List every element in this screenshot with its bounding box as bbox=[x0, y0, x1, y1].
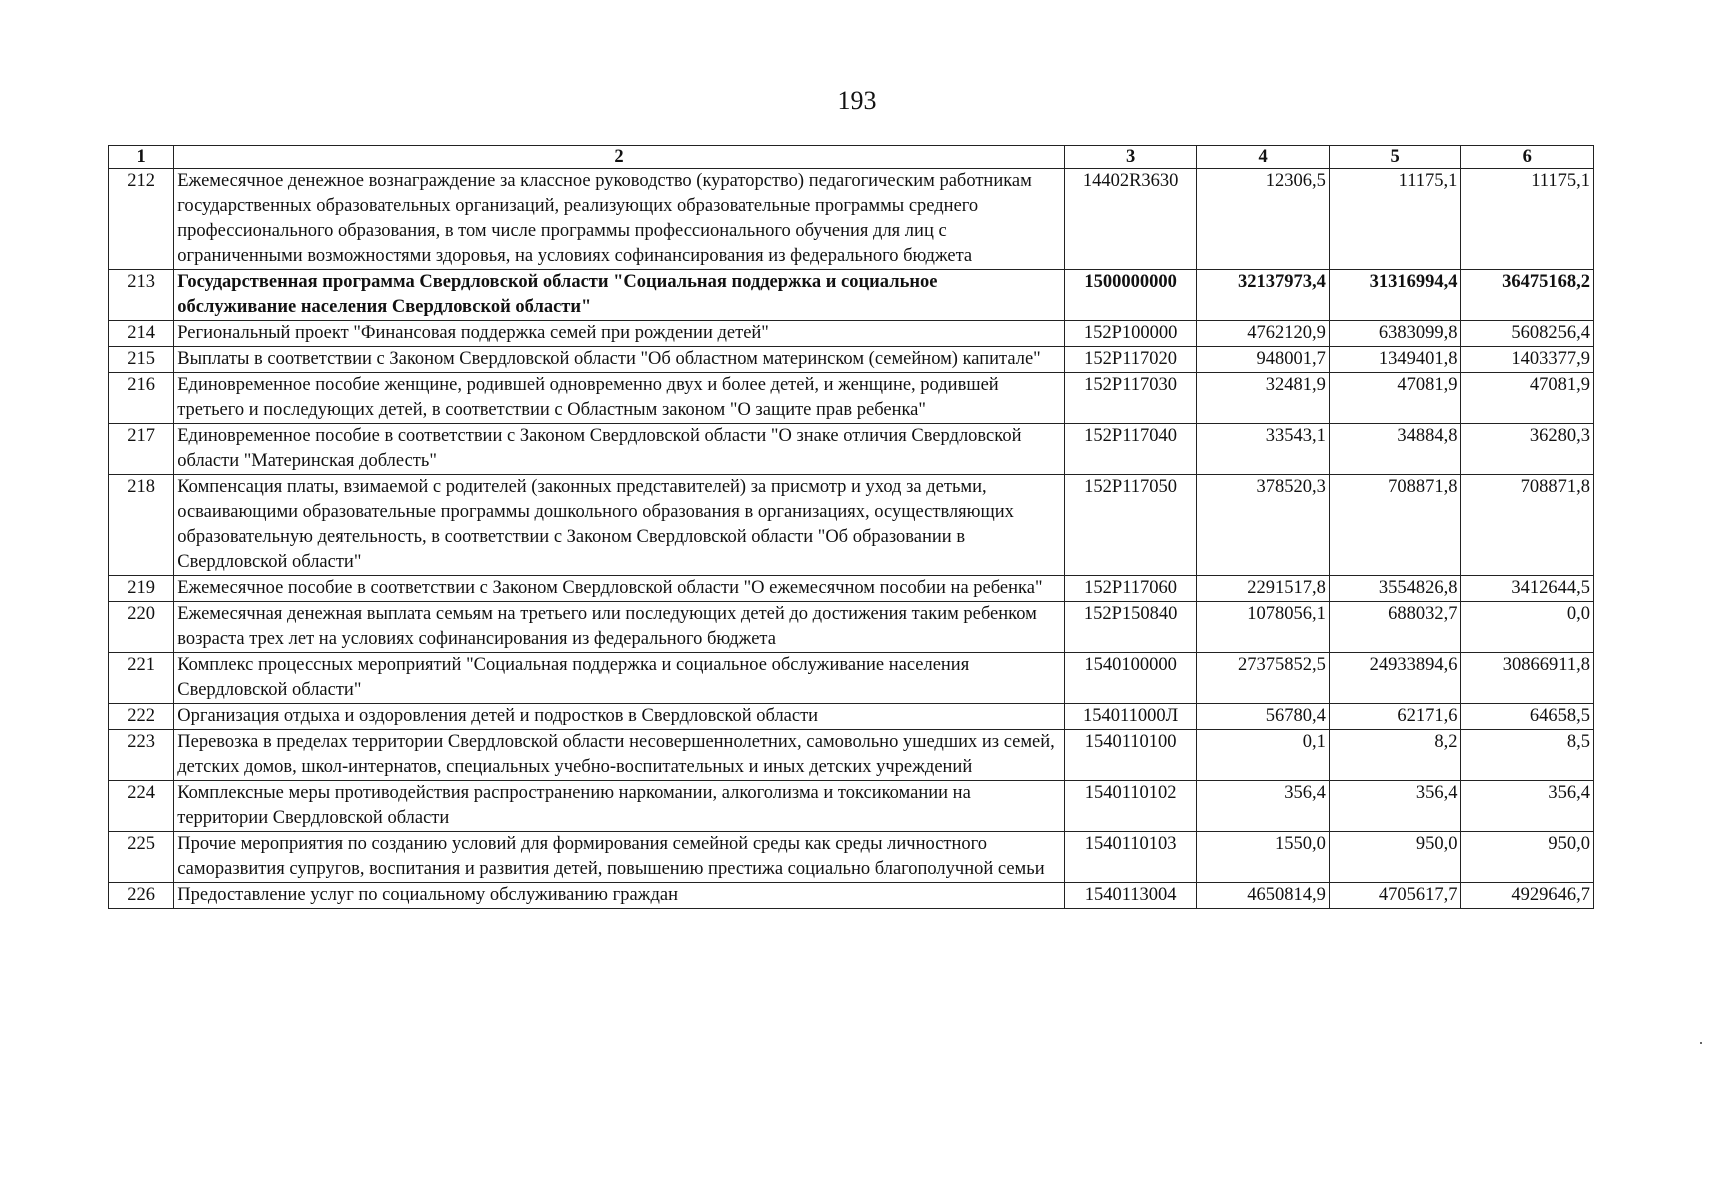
row-amount-col4-cell: 1550,0 bbox=[1197, 832, 1330, 883]
row-code-cell: 152P117020 bbox=[1064, 347, 1197, 373]
row-code-cell: 1540100000 bbox=[1064, 653, 1197, 704]
row-amount-col6-cell: 708871,8 bbox=[1461, 475, 1594, 576]
table-row bbox=[109, 475, 1594, 576]
row-amount-col4-cell: 0,1 bbox=[1197, 730, 1330, 781]
row-amount-col5-cell: 24933894,6 bbox=[1329, 653, 1461, 704]
row-amount-col4-cell: 56780,4 bbox=[1197, 704, 1330, 730]
table-row bbox=[109, 169, 1594, 270]
row-number-cell: 224 bbox=[109, 781, 174, 832]
row-amount-col6-cell: 64658,5 bbox=[1461, 704, 1594, 730]
row-code-cell: 152P117060 bbox=[1064, 576, 1197, 602]
row-number-cell: 220 bbox=[109, 602, 174, 653]
row-amount-col5-cell: 1349401,8 bbox=[1329, 347, 1461, 373]
row-name-cell: Перевозка в пределах территории Свердловской области несовершеннолетних, самовольно ушедших из семей, детских домов, школ-интернатов, специальных учебно-воспитательных и иных детских учреждений bbox=[174, 730, 1065, 781]
row-number-cell: 213 bbox=[109, 270, 174, 321]
row-code-cell: 152P117030 bbox=[1064, 373, 1197, 424]
row-name-cell: Организация отдыха и оздоровления детей и подростков в Свердловской области bbox=[174, 704, 1065, 730]
table-row bbox=[109, 704, 1594, 730]
row-amount-col5-cell: 11175,1 bbox=[1329, 169, 1461, 270]
table-body bbox=[109, 169, 1594, 909]
row-number-cell: 221 bbox=[109, 653, 174, 704]
row-amount-col4-cell: 948001,7 bbox=[1197, 347, 1330, 373]
row-amount-col6-cell: 5608256,4 bbox=[1461, 321, 1594, 347]
header-cell: 6 bbox=[1461, 146, 1594, 169]
budget-table bbox=[108, 145, 1594, 909]
row-number-cell: 218 bbox=[109, 475, 174, 576]
row-amount-col6-cell: 47081,9 bbox=[1461, 373, 1594, 424]
row-amount-col5-cell: 3554826,8 bbox=[1329, 576, 1461, 602]
row-amount-col6-cell: 356,4 bbox=[1461, 781, 1594, 832]
table-row bbox=[109, 424, 1594, 475]
row-name-cell: Прочие мероприятия по созданию условий для формирования семейной среды как среды личностного саморазвития супругов, воспитания и развития детей, повышению престижа социально благополучной семьи bbox=[174, 832, 1065, 883]
row-amount-col6-cell: 36280,3 bbox=[1461, 424, 1594, 475]
row-amount-col4-cell: 2291517,8 bbox=[1197, 576, 1330, 602]
table-row bbox=[109, 373, 1594, 424]
row-code-cell: 1540110102 bbox=[1064, 781, 1197, 832]
row-amount-col4-cell: 12306,5 bbox=[1197, 169, 1330, 270]
row-amount-col5-cell: 6383099,8 bbox=[1329, 321, 1461, 347]
row-number-cell: 214 bbox=[109, 321, 174, 347]
row-number-cell: 223 bbox=[109, 730, 174, 781]
row-amount-col5-cell: 4705617,7 bbox=[1329, 883, 1461, 909]
row-name-cell: Компенсация платы, взимаемой с родителей (законных представителей) за присмотр и уход за детьми, осваивающими образовательные программы дошкольного образования в организациях, осуществляющих образовательную деятельность, в соответствии с Законом Свердловской области "Об образовании в Свердловской области" bbox=[174, 475, 1065, 576]
scan-artifact-dot bbox=[1700, 1042, 1702, 1044]
row-amount-col4-cell: 33543,1 bbox=[1197, 424, 1330, 475]
row-number-cell: 217 bbox=[109, 424, 174, 475]
row-amount-col4-cell: 356,4 bbox=[1197, 781, 1330, 832]
table-row bbox=[109, 321, 1594, 347]
row-number-cell: 212 bbox=[109, 169, 174, 270]
row-code-cell: 14402R3630 bbox=[1064, 169, 1197, 270]
table-row bbox=[109, 347, 1594, 373]
row-name-cell: Ежемесячное денежное вознаграждение за классное руководство (кураторство) педагогическим работникам государственных образовательных организаций, реализующих образовательные программы среднего профессионального образования, в том числе программы профессионального обучения для лиц с ограниченными возможностями здоровья, на условиях софинансирования из федерального бюджета bbox=[174, 169, 1065, 270]
row-number-cell: 225 bbox=[109, 832, 174, 883]
table-row bbox=[109, 730, 1594, 781]
row-name-cell: Предоставление услуг по социальному обслуживанию граждан bbox=[174, 883, 1065, 909]
row-name-cell: Ежемесячное пособие в соответствии с Законом Свердловской области "О ежемесячном пособии на ребенка" bbox=[174, 576, 1065, 602]
row-amount-col4-cell: 32137973,4 bbox=[1197, 270, 1330, 321]
row-code-cell: 1540110103 bbox=[1064, 832, 1197, 883]
table-row bbox=[109, 781, 1594, 832]
row-name-cell: Региональный проект "Финансовая поддержка семей при рождении детей" bbox=[174, 321, 1065, 347]
header-cell: 2 bbox=[174, 146, 1065, 169]
header-cell: 1 bbox=[109, 146, 174, 169]
header-cell: 4 bbox=[1197, 146, 1330, 169]
row-amount-col6-cell: 3412644,5 bbox=[1461, 576, 1594, 602]
row-amount-col5-cell: 8,2 bbox=[1329, 730, 1461, 781]
row-amount-col4-cell: 1078056,1 bbox=[1197, 602, 1330, 653]
row-amount-col5-cell: 34884,8 bbox=[1329, 424, 1461, 475]
row-name-cell: Единовременное пособие женщине, родившей одновременно двух и более детей, и женщине, родившей третьего и последующих детей, в соответствии с Областным законом "О защите прав ребенка" bbox=[174, 373, 1065, 424]
row-amount-col4-cell: 378520,3 bbox=[1197, 475, 1330, 576]
row-amount-col5-cell: 47081,9 bbox=[1329, 373, 1461, 424]
row-amount-col5-cell: 31316994,4 bbox=[1329, 270, 1461, 321]
row-amount-col4-cell: 4762120,9 bbox=[1197, 321, 1330, 347]
row-amount-col6-cell: 950,0 bbox=[1461, 832, 1594, 883]
row-amount-col6-cell: 0,0 bbox=[1461, 602, 1594, 653]
row-code-cell: 154011000Л bbox=[1064, 704, 1197, 730]
row-number-cell: 215 bbox=[109, 347, 174, 373]
row-amount-col6-cell: 36475168,2 bbox=[1461, 270, 1594, 321]
row-code-cell: 1540110100 bbox=[1064, 730, 1197, 781]
row-code-cell: 152P150840 bbox=[1064, 602, 1197, 653]
row-amount-col5-cell: 62171,6 bbox=[1329, 704, 1461, 730]
row-amount-col6-cell: 1403377,9 bbox=[1461, 347, 1594, 373]
row-amount-col6-cell: 8,5 bbox=[1461, 730, 1594, 781]
table-header-row bbox=[109, 146, 1594, 169]
row-amount-col4-cell: 32481,9 bbox=[1197, 373, 1330, 424]
row-amount-col6-cell: 30866911,8 bbox=[1461, 653, 1594, 704]
table-row bbox=[109, 883, 1594, 909]
row-name-cell: Государственная программа Свердловской области "Социальная поддержка и социальное обслуживание населения Свердловской области" bbox=[174, 270, 1065, 321]
row-amount-col6-cell: 11175,1 bbox=[1461, 169, 1594, 270]
header-cell: 5 bbox=[1329, 146, 1461, 169]
table-row bbox=[109, 602, 1594, 653]
row-code-cell: 1540113004 bbox=[1064, 883, 1197, 909]
row-number-cell: 222 bbox=[109, 704, 174, 730]
table-row bbox=[109, 653, 1594, 704]
row-amount-col5-cell: 356,4 bbox=[1329, 781, 1461, 832]
table-row bbox=[109, 576, 1594, 602]
row-amount-col4-cell: 27375852,5 bbox=[1197, 653, 1330, 704]
row-amount-col4-cell: 4650814,9 bbox=[1197, 883, 1330, 909]
row-name-cell: Ежемесячная денежная выплата семьям на третьего или последующих детей до достижения таким ребенком возраста трех лет на условиях софинансирования из федерального бюджета bbox=[174, 602, 1065, 653]
row-amount-col6-cell: 4929646,7 bbox=[1461, 883, 1594, 909]
row-number-cell: 219 bbox=[109, 576, 174, 602]
row-code-cell: 1500000000 bbox=[1064, 270, 1197, 321]
row-name-cell: Единовременное пособие в соответствии с Законом Свердловской области "О знаке отличия Свердловской области "Материнская доблесть" bbox=[174, 424, 1065, 475]
row-name-cell: Выплаты в соответствии с Законом Свердловской области "Об областном материнском (семейном) капитале" bbox=[174, 347, 1065, 373]
row-amount-col5-cell: 688032,7 bbox=[1329, 602, 1461, 653]
header-cell: 3 bbox=[1064, 146, 1197, 169]
page-number: 193 bbox=[837, 86, 877, 115]
table-row bbox=[109, 832, 1594, 883]
row-amount-col5-cell: 708871,8 bbox=[1329, 475, 1461, 576]
row-code-cell: 152P117050 bbox=[1064, 475, 1197, 576]
row-number-cell: 216 bbox=[109, 373, 174, 424]
table-row bbox=[109, 270, 1594, 321]
row-code-cell: 152P100000 bbox=[1064, 321, 1197, 347]
row-code-cell: 152P117040 bbox=[1064, 424, 1197, 475]
row-number-cell: 226 bbox=[109, 883, 174, 909]
row-amount-col5-cell: 950,0 bbox=[1329, 832, 1461, 883]
row-name-cell: Комплекс процессных мероприятий "Социальная поддержка и социальное обслуживание населения Свердловской области" bbox=[174, 653, 1065, 704]
row-name-cell: Комплексные меры противодействия распространению наркомании, алкоголизма и токсикомании на территории Свердловской области bbox=[174, 781, 1065, 832]
